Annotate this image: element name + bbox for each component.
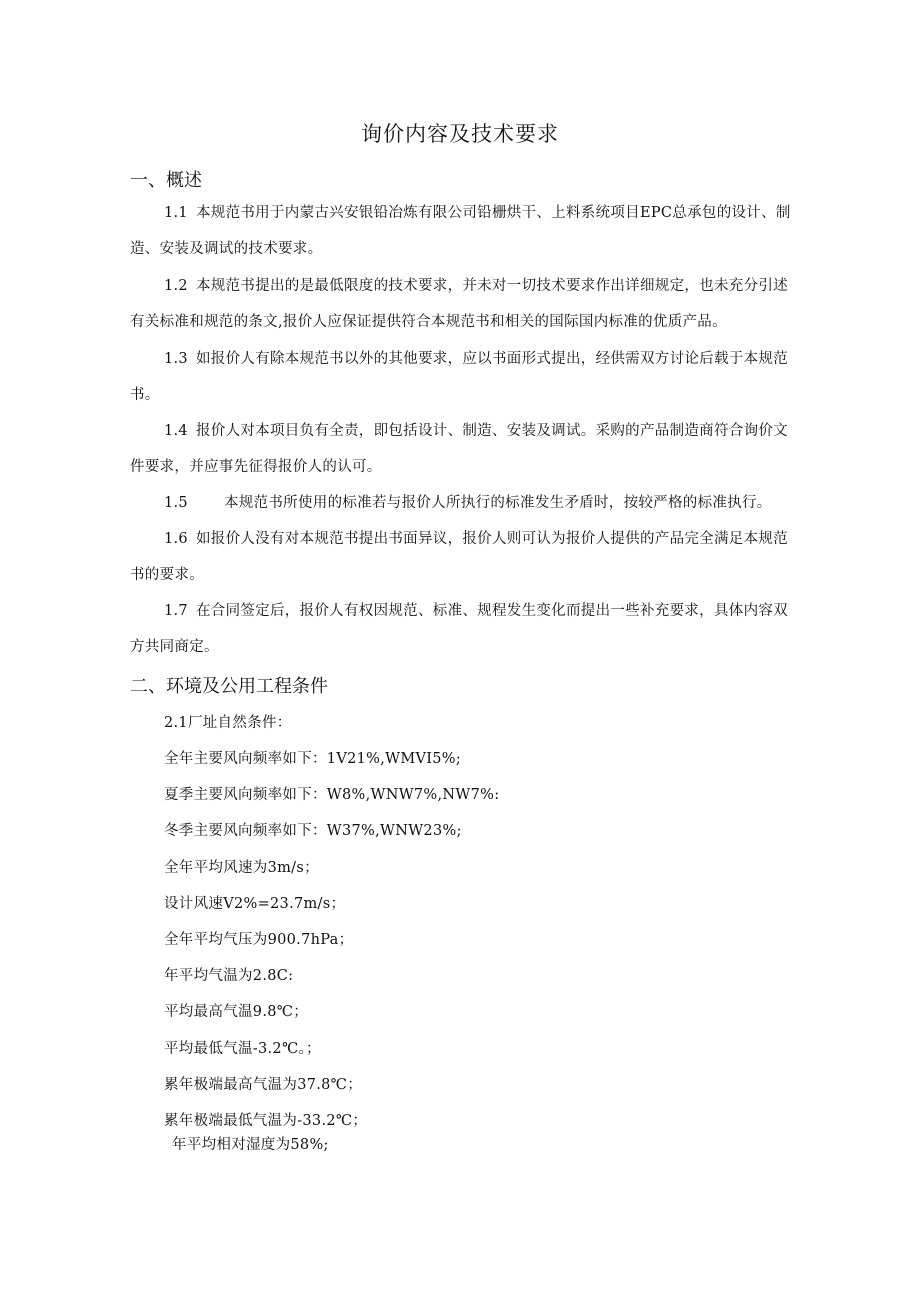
clause-number: 1.4	[164, 423, 188, 439]
summer-wind-frequency: 夏季主要风向频率如下：W8%,WNW7%,NW7%:	[164, 787, 500, 803]
section-2-heading: 二、环境及公用工程条件	[130, 676, 328, 697]
annual-avg-temperature: 年平均气温为2.8C:	[164, 968, 294, 984]
clause-number: 1.7	[164, 603, 188, 619]
clause-text: 报价人对本项目负有全责，即包括设计、制造、安装及调试。采购的产品制造商符合询价文件要求，并应事先征得报价人的认可。	[130, 423, 788, 475]
design-wind-speed: 设计风速V2%=23.7m/s；	[164, 896, 346, 912]
annual-avg-pressure: 全年平均气压为900.7hPa；	[164, 932, 354, 948]
clause-1-1	[130, 195, 802, 267]
clause-text: 在合同签定后，报价人有权因规范、标准、规程发生变化而提出一些补充要求，具体内容双方共同商定。	[130, 603, 788, 655]
clause-1-2	[130, 268, 802, 340]
clause-1-7	[130, 593, 802, 665]
clause-number: 1.5	[164, 495, 188, 511]
clause-1-6	[130, 521, 802, 593]
extreme-min-temperature: 累年极端最低气温为-33.2℃；	[164, 1113, 368, 1129]
clause-text: 如报价人有除本规范书以外的其他要求，应以书面形式提出，经供需双方讨论后载于本规范书。	[130, 351, 788, 403]
winter-wind-frequency: 冬季主要风向频率如下：W37%,WNW23%;	[164, 823, 462, 839]
annual-avg-humidity: 年平均相对湿度为58%;	[172, 1137, 329, 1153]
extreme-max-temperature: 累年极端最高气温为37.8℃；	[164, 1077, 363, 1093]
annual-wind-frequency: 全年主要风向频率如下：1V21%,WMVI5%;	[164, 751, 462, 767]
clause-1-4	[130, 413, 802, 485]
clause-text: 本规范书提出的是最低限度的技术要求，并未对一切技术要求作出详细规定，也未充分引述有关标准和规范的条文,报价人应保证提供符合本规范书和相关的国际国内标准的优质产品。	[130, 278, 788, 330]
clause-1-5	[130, 485, 802, 521]
avg-min-temperature: 平均最低气温-3.2℃。；	[164, 1041, 321, 1057]
clause-number: 1.1	[164, 205, 188, 221]
clause-text: 本规范书用于内蒙古兴安银铅冶炼有限公司铅栅烘干、上料系统项目EPC总承包的设计、制造、安装及调试的技术要求。	[130, 205, 791, 257]
clause-text: 本规范书所使用的标准若与报价人所执行的标准发生矛盾时，按较严格的标准执行。	[223, 495, 772, 511]
annual-avg-wind-speed: 全年平均风速为3m/s；	[164, 860, 319, 876]
clause-number: 1.3	[164, 351, 188, 367]
page-title: 询价内容及技术要求	[361, 122, 559, 146]
site-conditions-heading: 2.1厂址自然条件：	[164, 715, 292, 731]
clause-1-3	[130, 341, 802, 413]
avg-max-temperature: 平均最高气温9.8℃；	[164, 1004, 309, 1020]
clause-text: 如报价人没有对本规范书提出书面异议，报价人则可认为报价人提供的产品完全满足本规范书的要求。	[130, 531, 788, 583]
clause-number: 1.6	[164, 531, 188, 547]
section-1-heading: 一、概述	[130, 170, 202, 191]
clause-number: 1.2	[164, 278, 188, 294]
